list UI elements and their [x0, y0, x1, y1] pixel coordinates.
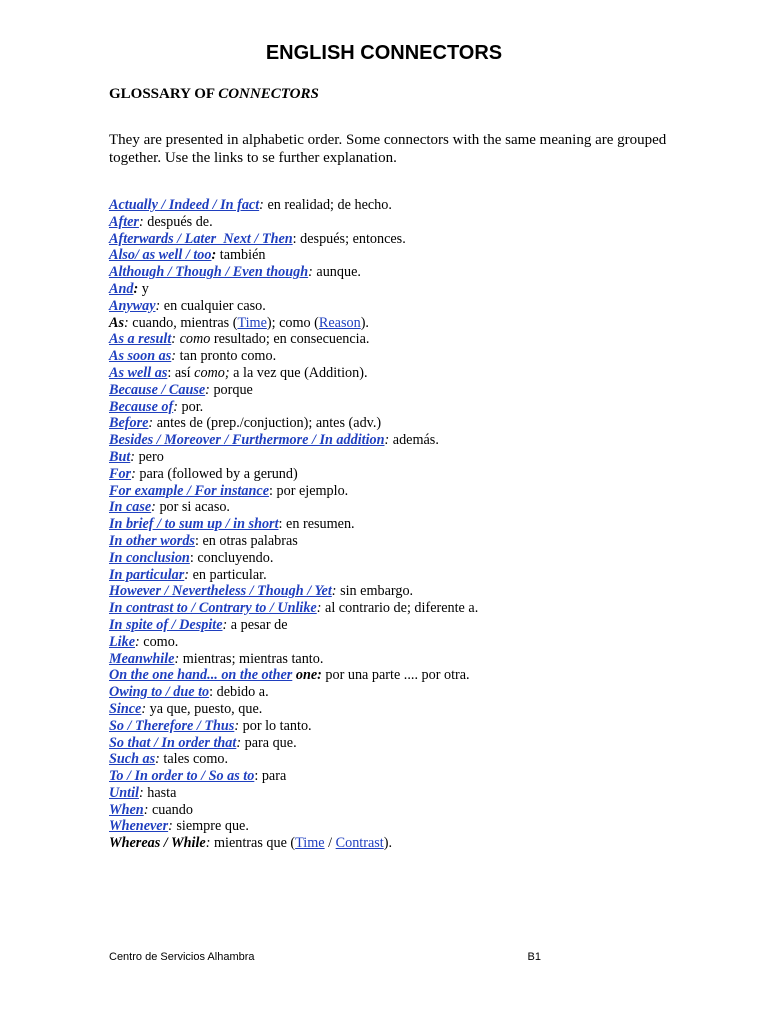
definition: ).: [360, 314, 369, 331]
definition: para: [258, 768, 287, 785]
list-item: [109, 667, 709, 684]
separator: :: [278, 516, 283, 533]
list-item: [109, 499, 709, 516]
separator: :: [138, 784, 144, 801]
list-item: [109, 751, 709, 768]
separator: :: [138, 213, 144, 230]
list-item: [109, 802, 709, 819]
separator: :: [167, 364, 172, 381]
list-item: [109, 818, 709, 835]
separator: :: [155, 751, 160, 768]
glossary-heading-a: GLOSSARY OF: [109, 86, 219, 102]
connector-link[interactable]: Until: [109, 784, 139, 801]
definition-italic: como: [176, 331, 211, 348]
definition: en particular.: [189, 566, 267, 583]
separator: :: [130, 448, 136, 465]
footer-organization: Centro de Servicios Alhambra: [109, 951, 255, 963]
definition: después de.: [143, 213, 213, 230]
definition: pero: [135, 448, 164, 465]
separator: :: [234, 717, 240, 734]
definition: aunque.: [312, 264, 361, 281]
list-item: [109, 701, 709, 718]
definition: en realidad; de hecho.: [263, 197, 392, 213]
connector-link[interactable]: In particular: [109, 566, 185, 583]
list-item: [109, 634, 709, 651]
separator: :: [135, 633, 140, 650]
connector-link[interactable]: However / Nevertheless / Though / Yet: [109, 583, 332, 600]
page-title: ENGLISH CONNECTORS: [265, 42, 503, 64]
time-link[interactable]: Time: [295, 835, 325, 852]
definition: al contrario de; diferente a.: [321, 600, 479, 617]
separator: :: [189, 549, 194, 566]
connector-link[interactable]: Owing to / due to: [109, 684, 210, 701]
definition: sin embargo.: [336, 583, 414, 600]
glossary-heading: [109, 86, 319, 103]
separator: :: [171, 331, 177, 348]
connector-list: [109, 197, 709, 852]
separator: :: [222, 616, 228, 633]
connector-link[interactable]: So / Therefore / Thus: [109, 717, 235, 734]
separator: :: [384, 432, 390, 449]
connector-link[interactable]: Also/ as well / too: [109, 247, 212, 264]
connector-link[interactable]: Because of: [109, 398, 174, 415]
list-item: [109, 449, 709, 466]
separator: :: [123, 314, 129, 331]
separator: :: [141, 700, 147, 717]
definition: tan pronto como.: [176, 348, 277, 365]
separator: :: [236, 734, 242, 751]
connector-link[interactable]: Because / Cause: [109, 381, 206, 398]
connector-link[interactable]: As a result: [109, 331, 172, 348]
list-item: [109, 197, 709, 214]
definition: en otras palabras: [198, 532, 298, 549]
definition: por una parte .... por otra.: [321, 667, 470, 684]
list-item: [109, 348, 709, 365]
connector-link[interactable]: Like: [109, 633, 135, 650]
definition: a pesar de: [227, 616, 288, 633]
definition: debido a.: [213, 684, 269, 701]
time-link[interactable]: Time: [237, 314, 267, 331]
list-item: [109, 281, 709, 298]
definition: tales como.: [159, 751, 229, 768]
list-item: [109, 331, 709, 348]
connector-link[interactable]: Actually / Indeed / In fact: [109, 197, 260, 213]
list-item: [109, 567, 709, 584]
separator: :: [254, 768, 259, 785]
connector-link[interactable]: Such as: [109, 751, 156, 768]
definition: como.: [139, 633, 179, 650]
list-item: [109, 768, 709, 785]
list-item: [109, 785, 709, 802]
definition: ).: [383, 835, 392, 852]
definition: mientras que (: [210, 835, 296, 852]
separator: :: [209, 684, 214, 701]
separator: :: [205, 835, 211, 852]
list-item: [109, 533, 709, 550]
connector-link[interactable]: Although / Though / Even though: [109, 264, 309, 281]
definition: concluyendo.: [193, 549, 274, 566]
list-item: [109, 835, 709, 852]
definition: resultado; en consecuencia.: [210, 331, 370, 348]
connector-link[interactable]: In case: [109, 499, 152, 516]
list-item: [109, 466, 709, 483]
list-item: [109, 214, 709, 231]
list-item: [109, 365, 709, 382]
definition: por si acaso.: [155, 499, 230, 516]
definition: y: [138, 280, 149, 297]
definition: antes de (prep./conjuction); antes (adv.): [153, 415, 382, 432]
list-item: [109, 298, 709, 315]
list-item: [109, 600, 709, 617]
glossary-heading-b: CONNECTORS: [218, 86, 319, 102]
definition: hasta: [143, 784, 177, 801]
separator: :: [292, 230, 297, 247]
definition: porque: [209, 381, 253, 398]
definition: mientras; mientras tanto.: [179, 650, 324, 667]
list-item: [109, 550, 709, 567]
separator: :: [148, 415, 154, 432]
connector-link[interactable]: Since: [109, 700, 142, 717]
list-item: [109, 382, 709, 399]
contrast-link[interactable]: Contrast: [335, 835, 384, 852]
connector-link[interactable]: Before: [109, 415, 149, 432]
separator: :: [211, 247, 217, 264]
footer-level: B1: [527, 951, 541, 963]
list-item: [109, 617, 709, 634]
connector-link[interactable]: As soon as: [109, 348, 172, 365]
definition: por.: [177, 398, 204, 415]
definition-italic: como;: [194, 364, 230, 381]
connector-link[interactable]: Whenever: [109, 818, 169, 835]
definition: siempre que.: [172, 818, 249, 835]
connector-link[interactable]: For: [109, 465, 132, 482]
list-item: [109, 315, 709, 332]
connector-link[interactable]: Anyway: [109, 297, 156, 314]
definition: así: [171, 364, 195, 381]
connector-link[interactable]: After: [109, 213, 139, 230]
definition: por lo tanto.: [239, 717, 312, 734]
list-item: [109, 735, 709, 752]
connector-link[interactable]: In brief / to sum up / in short: [109, 516, 279, 533]
separator: :: [143, 801, 149, 818]
definition: cuando, mientras (: [128, 314, 238, 331]
connector-link[interactable]: Besides / Moreover / Furthermore / In addition: [109, 432, 385, 449]
list-item: [109, 399, 709, 416]
connector-link[interactable]: In contrast to / Contrary to / Unlike: [109, 600, 317, 617]
definition: para (followed by a gerund): [135, 465, 298, 482]
connector-link[interactable]: When: [109, 801, 144, 818]
separator: :: [317, 667, 322, 684]
separator: :: [155, 297, 161, 314]
list-item: [109, 415, 709, 432]
definition: además.: [389, 432, 439, 449]
connector-link[interactable]: So that / In order that: [109, 734, 237, 751]
list-item: [109, 483, 709, 500]
connector-link[interactable]: In conclusion: [109, 549, 190, 566]
definition: después; entonces.: [296, 230, 406, 247]
connector-link[interactable]: Afterwards / Later Next / Then: [109, 230, 293, 247]
definition: en cualquier caso.: [160, 297, 266, 314]
separator: :: [151, 499, 156, 516]
definition: /: [324, 835, 336, 852]
connector-link[interactable]: As well as: [109, 364, 168, 381]
connector-term: Whereas / While: [109, 835, 206, 852]
list-item: [109, 718, 709, 735]
separator: :: [184, 566, 190, 583]
separator: :: [173, 398, 178, 415]
list-item: [109, 247, 709, 264]
connector-term: As: [109, 314, 124, 331]
definition: cuando: [148, 801, 193, 818]
reason-link[interactable]: Reason: [318, 314, 361, 331]
definition: a la vez que (Addition).: [229, 364, 368, 381]
separator: :: [269, 482, 273, 499]
separator: :: [133, 280, 139, 297]
definition: en resumen.: [282, 516, 355, 533]
list-item: [109, 432, 709, 449]
list-item: [109, 516, 709, 533]
definition: por ejemplo.: [272, 482, 349, 499]
separator: :: [131, 465, 136, 482]
connector-link[interactable]: And: [109, 280, 134, 297]
separator: :: [205, 381, 210, 398]
connector-link[interactable]: On the one hand... on the other: [109, 667, 293, 684]
definition: ); como (: [266, 314, 319, 331]
separator: :: [168, 818, 173, 835]
separator: :: [171, 348, 177, 365]
connector-link[interactable]: But: [109, 448, 131, 465]
connector-link[interactable]: In other words: [109, 532, 195, 549]
connector-link[interactable]: For example / For instance: [109, 482, 270, 499]
page-footer: [109, 951, 541, 963]
connector-link[interactable]: Meanwhile: [109, 650, 175, 667]
separator: :: [331, 583, 337, 600]
separator: :: [174, 650, 180, 667]
definition: para que.: [241, 734, 297, 751]
list-item: [109, 651, 709, 668]
list-item: [109, 264, 709, 281]
separator: :: [259, 197, 264, 213]
intro-paragraph: They are presented in alphabetic order. Some connectors with the same meaning are grouped together. Use the links to se further explanation.: [109, 132, 667, 166]
definition: ya que, puesto, que.: [146, 700, 263, 717]
definition: también: [216, 247, 266, 264]
list-item: [109, 583, 709, 600]
connector-term-extra: one: [292, 667, 318, 684]
connector-link[interactable]: To / In order to / So as to: [109, 768, 255, 785]
connector-link[interactable]: In spite of / Despite: [109, 616, 223, 633]
separator: :: [308, 264, 313, 281]
separator: :: [316, 600, 322, 617]
list-item: [109, 684, 709, 701]
separator: :: [194, 532, 199, 549]
list-item: [109, 231, 709, 248]
